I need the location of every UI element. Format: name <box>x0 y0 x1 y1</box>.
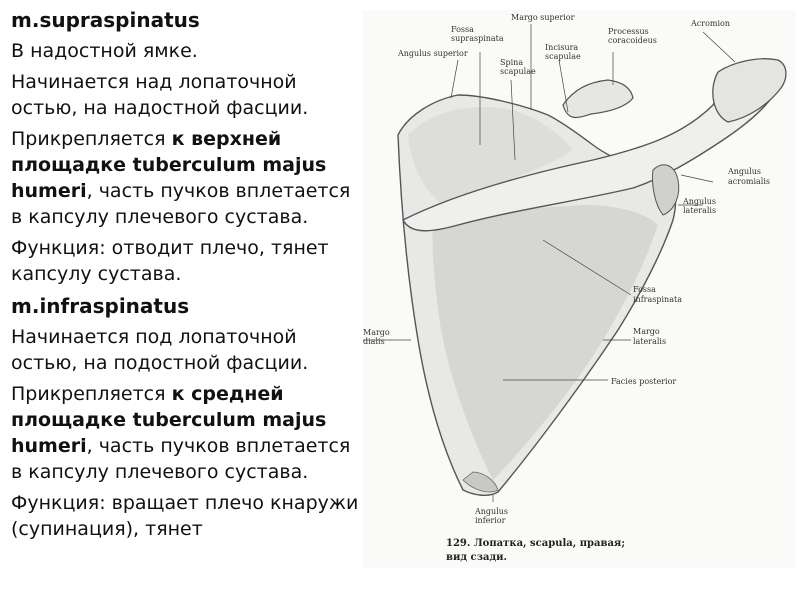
label-angulus-inferior-2: inferior <box>475 516 506 525</box>
label-fossa-supraspinata-2: supraspinata <box>451 34 504 43</box>
processus-coracoideus <box>563 80 633 117</box>
infraspinatus-insertion-bold: к средней площадке tuberculum majus humeri <box>11 383 327 457</box>
label-angulus-acromialis-1: Angulus <box>728 167 762 176</box>
supraspinatus-function: Функция: отводит плечо, тянет капсулу сустава. <box>11 237 329 285</box>
supraspinatus-title: m.supraspinatus <box>11 8 200 32</box>
figure-caption-line2: вид сзади. <box>446 552 508 563</box>
label-processus-2: coracoideus <box>608 36 657 45</box>
label-facies-posterior: Facies posterior <box>611 377 677 386</box>
text-column <box>11 6 361 547</box>
infraspinatus-insertion-suffix: , часть пучков вплетается в капсулу плечевого сустава. <box>11 435 351 483</box>
figure-caption-line1: 129. Лопатка, scapula, правая; <box>446 538 626 549</box>
label-angulus-lateralis-2: lateralis <box>683 206 717 215</box>
label-fossa-infraspinata-1: Fossa <box>633 285 656 294</box>
supraspinatus-insertion-suffix: , часть пучков вплетается в капсулу плечевого сустава. <box>11 180 351 228</box>
label-margo-lateralis-1: Margo <box>633 327 660 336</box>
label-incisura-2: scapulae <box>545 52 581 61</box>
supraspinatus-location: В надостной ямке. <box>11 40 198 62</box>
infraspinatus-insertion <box>11 381 361 485</box>
supraspinatus-origin: Начинается над лопаточной остью, на надостной фасции. <box>11 71 309 119</box>
label-fossa-infraspinata-2: infraspinata <box>633 295 682 304</box>
infraspinatus-insertion-prefix: Прикрепляется <box>11 383 172 405</box>
supraspinatus-insertion-bold: к верхней площадке tuberculum majus humeri <box>11 128 327 202</box>
label-processus-1: Processus <box>608 27 649 36</box>
infraspinatus-title: m.infraspinatus <box>11 294 190 318</box>
scapula-illustration <box>363 10 796 568</box>
label-fossa-supraspinata-1: Fossa <box>451 25 474 34</box>
supraspinatus-insertion <box>11 126 361 230</box>
label-incisura-1: Incisura <box>545 43 579 52</box>
label-spina-1: Spina <box>500 58 524 67</box>
label-angulus-lateralis-1: Angulus <box>683 197 717 206</box>
label-acromion: Acromion <box>691 19 731 28</box>
acromion <box>713 59 786 122</box>
infraspinatus-origin: Начинается под лопаточной остью, на подостной фасции. <box>11 326 309 374</box>
supraspinatus-insertion-prefix: Прикрепляется <box>11 128 172 150</box>
label-margo-lateralis-2: lateralis <box>633 337 667 346</box>
label-angulus-inferior-1: Angulus <box>475 507 509 516</box>
label-margo-medialis-2: dialis <box>363 337 385 346</box>
label-angulus-superior: Angulus superior <box>398 49 468 58</box>
infraspinatus-function: Функция: вращает плечо кнаружи (супинация), тянет <box>11 492 359 540</box>
label-spina-2: scapulae <box>500 67 536 76</box>
label-margo-medialis-1: Margo <box>363 328 390 337</box>
label-angulus-acromialis-2: acromialis <box>728 177 771 186</box>
label-margo-superior: Margo superior <box>511 13 575 22</box>
scapula-figure <box>363 10 796 568</box>
